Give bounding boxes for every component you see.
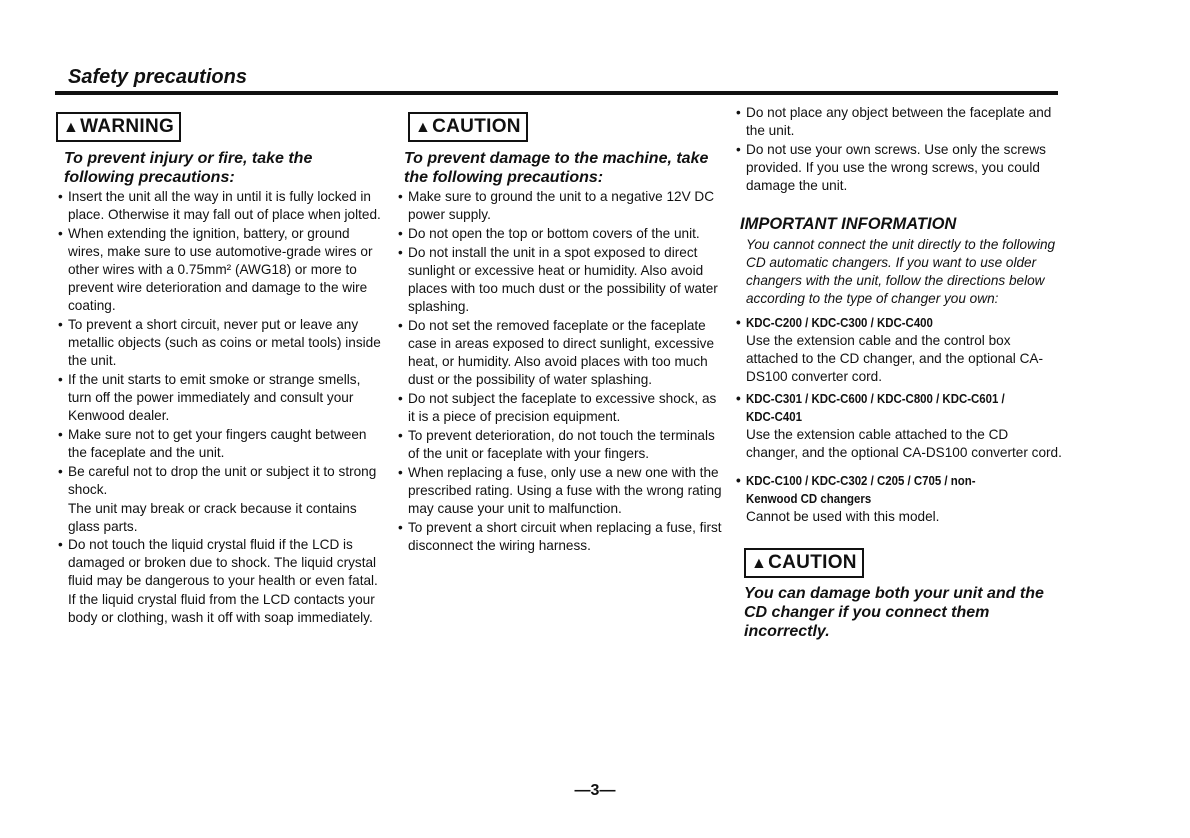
model-name: • KDC-C301 / KDC-C600 / KDC-C800 / KDC-C601 / KDC-C401 [746, 391, 1005, 424]
warning-list-lcd [56, 536, 386, 590]
warning-box-label: WARNING [80, 116, 175, 137]
list-item: • Do not install the unit in a spot exposed to direct sunlight or excessive heat or humidity. Also avoid places with too much dust or the possibility of water splashing. [396, 244, 722, 316]
warning-note: The unit may break or crack because it contains glass parts. [68, 501, 357, 534]
model-desc: Use the extension cable and the control box attached to the CD changer, and the optional CA-DS100 converter cord. [746, 333, 1043, 384]
list-item: • Make sure not to get your fingers caught between the faceplate and the unit. [56, 426, 386, 462]
caution-column [396, 112, 722, 556]
caution-triangle-icon: ▲ [751, 555, 768, 572]
warning-triangle-icon: ▲ [63, 119, 80, 136]
list-item: • To prevent deterioration, do not touch the terminals of the unit or faceplate with your fingers. [396, 427, 722, 463]
page-number: —3— [574, 782, 616, 799]
list-item: • Make sure to ground the unit to a negative 12V DC power supply. [396, 188, 722, 224]
model-group [734, 314, 1064, 386]
warning-box [56, 112, 181, 142]
title-rule [55, 91, 1058, 95]
info-column [734, 104, 1064, 641]
list-item: • To prevent a short circuit when replacing a fuse, first disconnect the wiring harness. [396, 519, 722, 555]
list-item: • Insert the unit all the way in until it is fully locked in place. Otherwise it may fall out of place when jolted. [56, 188, 386, 224]
caution-box-label: CAUTION [432, 116, 521, 137]
caution-box-2 [744, 548, 864, 578]
caution-triangle-icon: ▲ [415, 119, 432, 136]
list-item: • Be careful not to drop the unit or subject it to strong shock. [56, 463, 386, 499]
list-item: • Do not touch the liquid crystal fluid if the LCD is damaged or broken due to shock. The liquid crystal fluid may be dangerous to your health or even fatal. [56, 536, 386, 590]
caution-box-label: CAUTION [768, 552, 857, 573]
list-item: • When replacing a fuse, only use a new one with the prescribed rating. Using a fuse with the wrong rating may cause your unit to malfunction. [396, 464, 722, 518]
list-item: • When extending the ignition, battery, or ground wires, make sure to use automotive-grade wires or other wires with a 0.75mm² (AWG18) or more to prevent wire deterioration and damage to the wire coating. [56, 225, 386, 315]
model-name: • KDC-C100 / KDC-C302 / C205 / C705 / non-Kenwood CD changers [746, 473, 976, 506]
warning-column [56, 112, 386, 627]
list-item: • Do not subject the faceplate to excessive shock, as it is a piece of precision equipment. [396, 390, 722, 426]
list-item: • To prevent a short circuit, never put or leave any metallic objects (such as coins or metal tools) inside the unit. [56, 316, 386, 370]
warning-note: If the liquid crystal fluid from the LCD contacts your body or clothing, wash it off with soap immediately. [68, 592, 375, 625]
list-item: • Do not open the top or bottom covers of the unit. [396, 225, 722, 243]
caution-heading: To prevent damage to the machine, take the following precautions: [404, 150, 709, 186]
warning-heading: To prevent injury or fire, take the following precautions: [64, 150, 313, 186]
caution-box [408, 112, 528, 142]
final-warning: You can damage both your unit and the CD changer if you connect them incorrectly. [744, 585, 1044, 640]
important-intro: You cannot connect the unit directly to the following CD automatic changers. If you want to use older changers with the unit, follow the directions below according to the type of changer you own: [746, 237, 1056, 306]
page-title: Safety precautions [68, 66, 247, 88]
extra-precautions-list [734, 104, 1064, 195]
important-heading: IMPORTANT INFORMATION [740, 215, 957, 233]
model-desc: Cannot be used with this model. [746, 509, 940, 524]
list-item: • Do not set the removed faceplate or the faceplate case in areas exposed to direct sunlight, excessive heat, or humidity. Also avoid places with too much dust or the possibility of water splashing. [396, 317, 722, 389]
warning-list [56, 188, 386, 499]
list-item: • Do not place any object between the faceplate and the unit. [734, 104, 1064, 140]
model-name: • KDC-C200 / KDC-C300 / KDC-C400 [746, 315, 933, 330]
list-item: • If the unit starts to emit smoke or strange smells, turn off the power immediately and consult your Kenwood dealer. [56, 371, 386, 425]
caution-list [396, 188, 722, 555]
list-item: • Do not use your own screws. Use only the screws provided. If you use the wrong screws, you could damage the unit. [734, 141, 1064, 195]
model-group [734, 472, 1064, 526]
model-desc: Use the extension cable attached to the CD changer, and the optional CA-DS100 converter cord. [746, 427, 1062, 460]
model-group [734, 390, 1064, 462]
